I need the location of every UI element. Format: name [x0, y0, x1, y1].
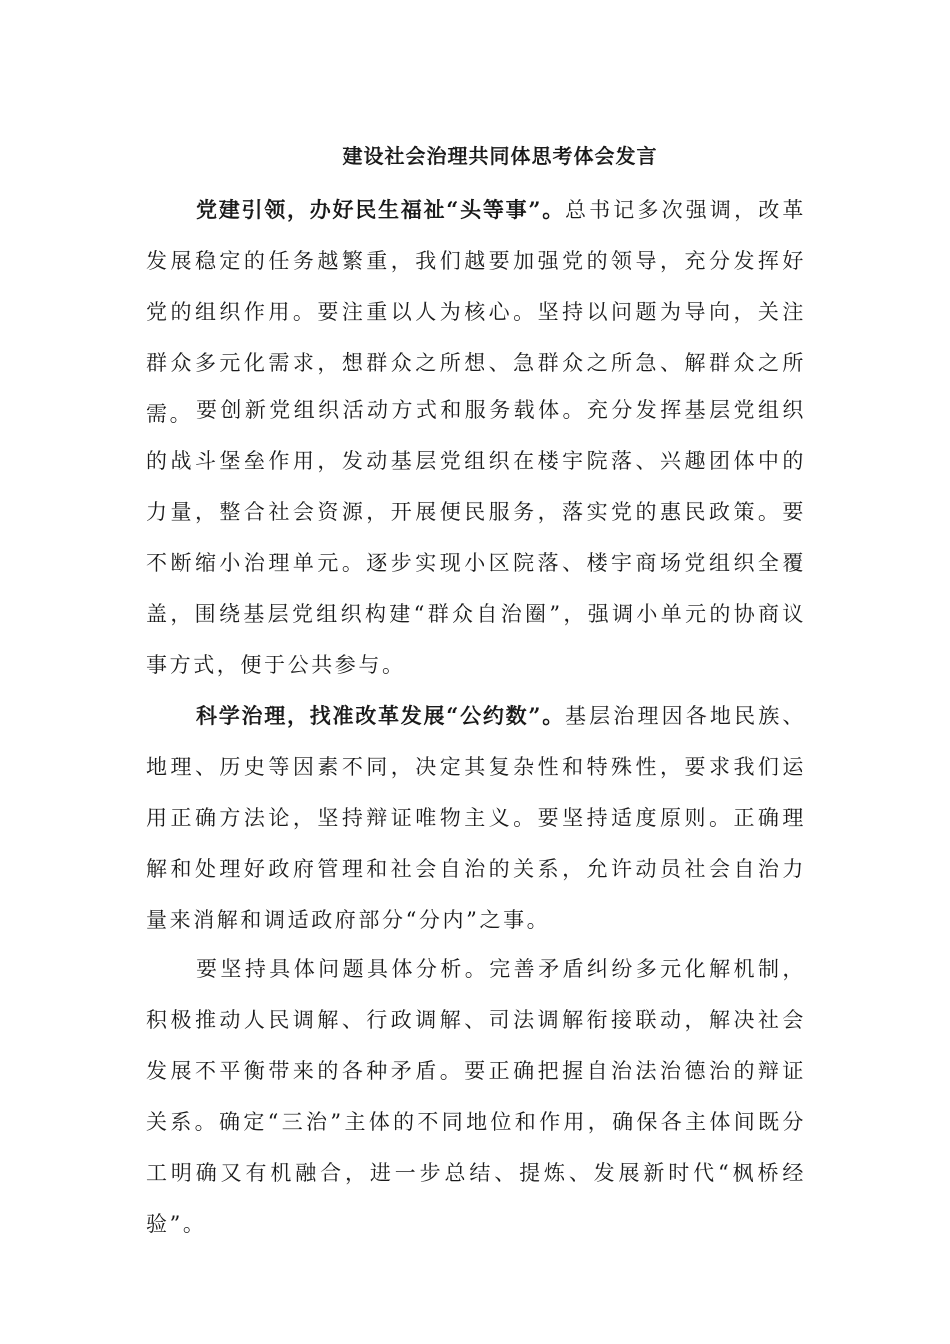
paragraph-1-lead: 党建引领，办好民生福祉“头等事”。 — [196, 197, 565, 222]
paragraph-4-text: 要坚持具体问题具体分析。完善矛盾纠纷多元化解机制，积极推动人民调解、行政调解、司法调解衔接联动，解决社会发展不平衡带来的各种矛盾。要正确把握自治法治德治的辩证关系。确定“三治”主体的不同地位和作用，确保各主体间既分工明确又有机融合，进一步总结、提炼、发展新时代“枫桥经验”。 — [146, 957, 806, 1236]
document-title: 建设社会治理共同体思考体会发言 — [342, 144, 658, 168]
paragraph-3 — [146, 690, 806, 946]
paragraph-4 — [146, 944, 806, 1250]
paragraph-1-text: 总书记多次强调，改革发展稳定的任务越繁重，我们越要加强党的领导，充分发挥好党的组织作用。要注重以人为核心。坚持以问题为导向，关注群众多元化需求，想群众之所想、急群众之所急、解群众之所需。 — [146, 198, 806, 426]
paragraph-2 — [146, 385, 806, 691]
paragraph-3-text: 基层治理因各地民族、地理、历史等因素不同，决定其复杂性和特殊性，要求我们运用正确方法论，坚持辩证唯物主义。要坚持适度原则。正确理解和处理好政府管理和社会自治的关系，允许动员社会自治力量来消解和调适政府部分“分内”之事。 — [146, 704, 806, 932]
paragraph-3-lead: 科学治理，找准改革发展“公约数”。 — [196, 703, 565, 728]
paragraph-2-text: 要创新党组织活动方式和服务载体。充分发挥基层党组织的战斗堡垒作用，发动基层党组织在楼宇院落、兴趣团体中的力量，整合社会资源，开展便民服务，落实党的惠民政策。要不断缩小治理单元。逐步实现小区院落、楼宇商场党组织全覆盖，围绕基层党组织构建“群众自治圈”，强调小单元的协商议事方式，便于公共参与。 — [146, 398, 806, 677]
